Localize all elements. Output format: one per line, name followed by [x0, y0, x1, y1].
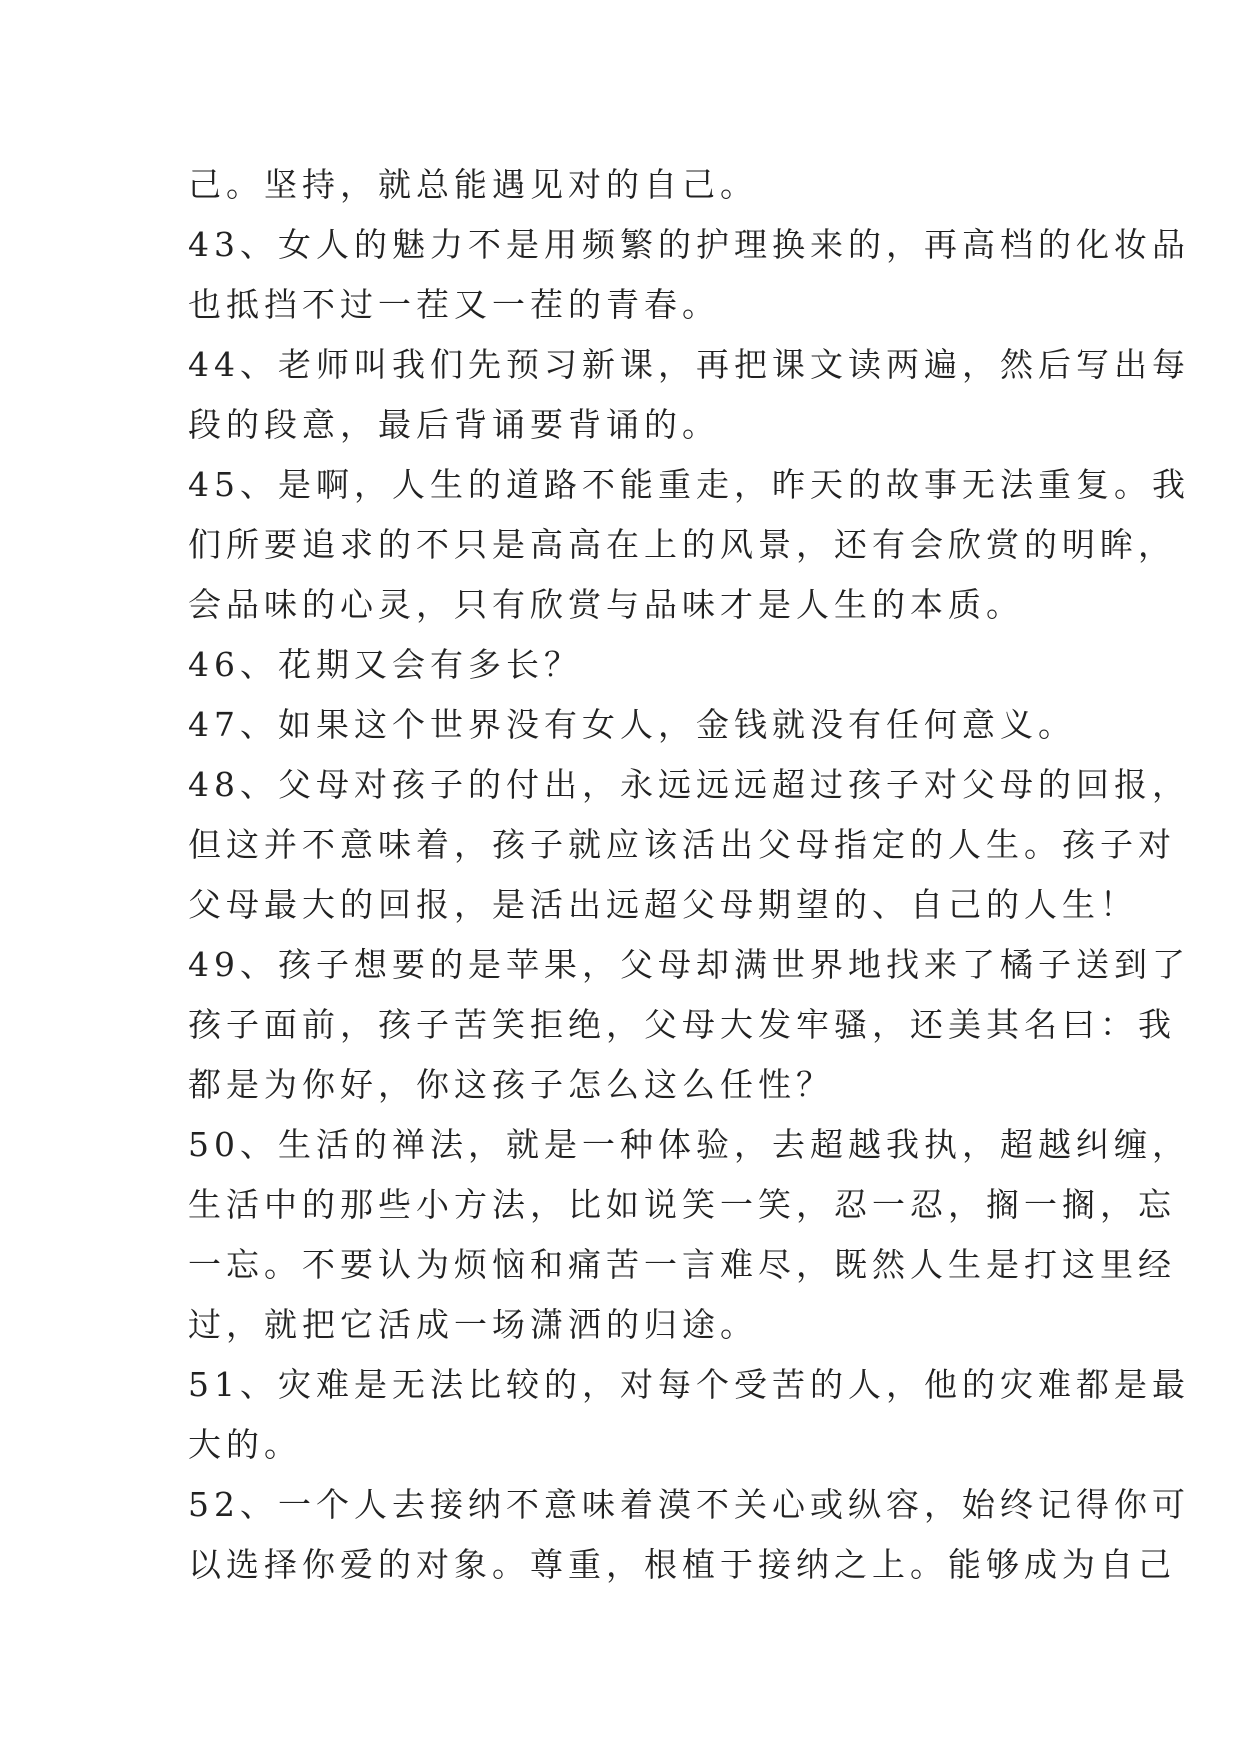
text-line: 47、如果这个世界没有女人，金钱就没有任何意义。 — [188, 705, 1076, 744]
text-line: 大的。 — [188, 1425, 302, 1464]
text-line: 一忘。不要认为烦恼和痛苦一言难尽，既然人生是打这里经 — [188, 1245, 1176, 1284]
text-line: 51、灾难是无法比较的，对每个受苦的人，他的灾难都是最 — [188, 1365, 1190, 1404]
text-line: 也抵挡不过一茬又一茬的青春。 — [188, 285, 720, 324]
text-line: 生活中的那些小方法，比如说笑一笑，忍一忍，搁一搁，忘 — [188, 1185, 1176, 1224]
text-line: 44、老师叫我们先预习新课，再把课文读两遍，然后写出每 — [188, 345, 1190, 384]
text-line: 49、孩子想要的是苹果，父母却满世界地找来了橘子送到了 — [188, 945, 1190, 984]
text-line: 48、父母对孩子的付出，永远远远超过孩子对父母的回报， — [188, 765, 1190, 804]
text-line: 52、一个人去接纳不意味着漠不关心或纵容，始终记得你可 — [188, 1485, 1190, 1524]
text-line: 己。坚持，就总能遇见对的自己。 — [188, 165, 758, 204]
text-line: 父母最大的回报，是活出远超父母期望的、自己的人生！ — [188, 885, 1138, 924]
document-body — [188, 155, 1190, 1595]
text-line: 但这并不意味着，孩子就应该活出父母指定的人生。孩子对 — [188, 825, 1176, 864]
text-line: 孩子面前，孩子苦笑拒绝，父母大发牢骚，还美其名曰：我 — [188, 1005, 1176, 1044]
text-line: 会品味的心灵，只有欣赏与品味才是人生的本质。 — [188, 585, 1024, 624]
text-line: 以选择你爱的对象。尊重，根植于接纳之上。能够成为自己 — [188, 1545, 1176, 1584]
text-line: 过，就把它活成一场潇洒的归途。 — [188, 1305, 758, 1344]
text-line: 都是为你好，你这孩子怎么这么任性？ — [188, 1065, 834, 1104]
text-line: 45、是啊，人生的道路不能重走，昨天的故事无法重复。我 — [188, 465, 1190, 504]
text-line: 段的段意，最后背诵要背诵的。 — [188, 405, 720, 444]
text-line: 43、女人的魅力不是用频繁的护理换来的，再高档的化妆品 — [188, 225, 1190, 264]
text-line: 46、花期又会有多长？ — [188, 645, 582, 684]
text-line: 50、生活的禅法，就是一种体验，去超越我执，超越纠缠， — [188, 1125, 1190, 1164]
text-line: 们所要追求的不只是高高在上的风景，还有会欣赏的明眸， — [188, 525, 1176, 564]
